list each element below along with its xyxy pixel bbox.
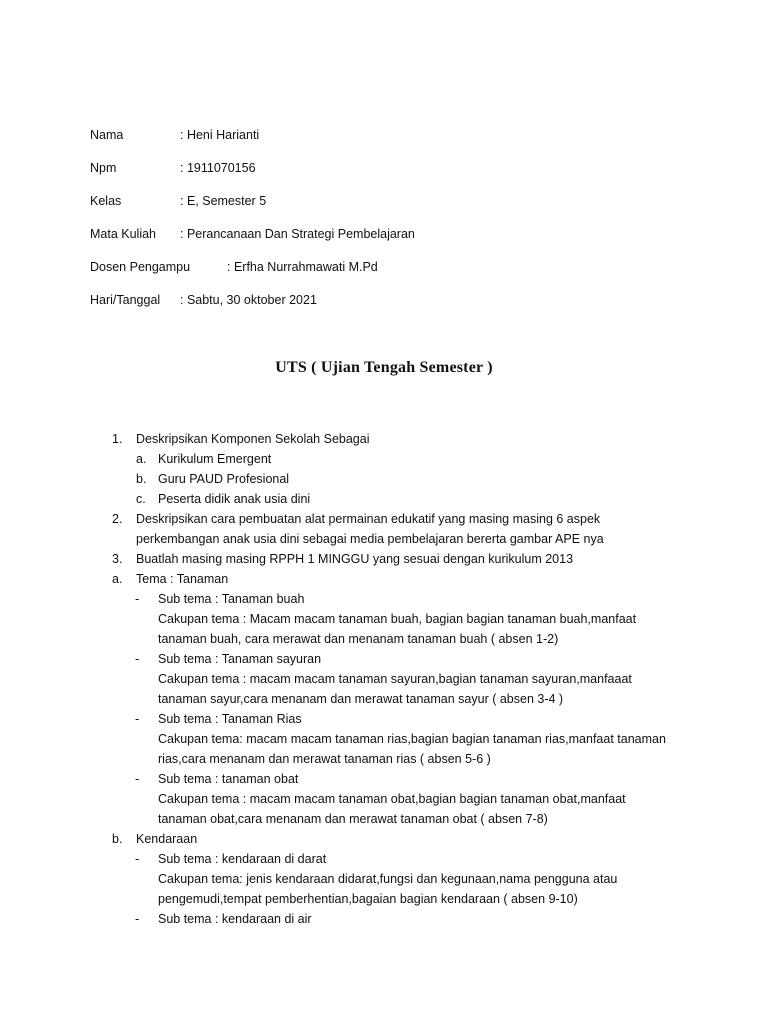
subtheme-scope-line: tanaman buah, cara merawat dan menanam tanaman buah ( absen 1-2): [158, 632, 559, 646]
subtheme-scope-line: Cakupan tema: jenis kendaraan didarat,fungsi dan kegunaan,nama pengguna atau: [158, 872, 618, 886]
subtheme-dash: -: [135, 772, 140, 786]
theme-title: Kendaraan: [136, 832, 198, 846]
document-title: UTS ( Ujian Tengah Semester ): [275, 359, 493, 376]
subtheme-dash: -: [135, 852, 140, 866]
subtheme-title: Sub tema : tanaman obat: [158, 772, 299, 786]
info-value: : E, Semester 5: [180, 194, 267, 208]
question-number: 3.: [112, 552, 123, 566]
info-label: Dosen Pengampu: [90, 260, 191, 274]
info-value: : Perancanaan Dan Strategi Pembelajaran: [180, 227, 415, 241]
sub-item-marker: b.: [136, 472, 147, 486]
subtheme-scope-line: Cakupan tema: macam macam tanaman rias,bagian bagian tanaman rias,manfaat tanaman: [158, 732, 666, 746]
info-value: : 1911070156: [180, 161, 256, 175]
subtheme-scope-line: Cakupan tema : Macam macam tanaman buah, bagian bagian tanaman buah,manfaat: [158, 612, 637, 626]
info-value: : Erfha Nurrahmawati M.Pd: [227, 260, 378, 274]
sub-item-text: Peserta didik anak usia dini: [158, 492, 311, 506]
subtheme-dash: -: [135, 912, 140, 926]
info-value: : Sabtu, 30 oktober 2021: [180, 293, 317, 307]
theme-title: Tema : Tanaman: [136, 572, 229, 586]
question-text: Deskripsikan Komponen Sekolah Sebagai: [136, 432, 370, 446]
info-label: Nama: [90, 128, 124, 142]
subtheme-dash: -: [135, 712, 140, 726]
subtheme-title: Sub tema : kendaraan di darat: [158, 852, 327, 866]
info-value: : Heni Harianti: [180, 128, 260, 142]
question-number: 2.: [112, 512, 123, 526]
subtheme-scope-line: tanaman obat,cara menanam dan merawat tanaman obat ( absen 7-8): [158, 812, 548, 826]
subtheme-scope-line: Cakupan tema : macam macam tanaman sayuran,bagian tanaman sayuran,manfaaat: [158, 672, 632, 686]
theme-marker: b.: [112, 832, 123, 846]
sub-item-text: Kurikulum Emergent: [158, 452, 272, 466]
info-label: Hari/Tanggal: [90, 293, 161, 307]
subtheme-scope-line: Cakupan tema : macam macam tanaman obat,bagian bagian tanaman obat,manfaat: [158, 792, 626, 806]
sub-item-marker: a.: [136, 452, 147, 466]
sub-item-marker: c.: [136, 492, 146, 506]
subtheme-title: Sub tema : Tanaman buah: [158, 592, 305, 606]
question-text-continued: perkembangan anak usia dini sebagai media pembelajaran bererta gambar APE nya: [136, 532, 604, 546]
question-text: Deskripsikan cara pembuatan alat permainan edukatif yang masing masing 6 aspek: [136, 512, 601, 526]
sub-item-text: Guru PAUD Profesional: [158, 472, 290, 486]
question-number: 1.: [112, 432, 123, 446]
question-text: Buatlah masing masing RPPH 1 MINGGU yang sesuai dengan kurikulum 2013: [136, 552, 574, 566]
info-label: Mata Kuliah: [90, 227, 157, 241]
info-label: Kelas: [90, 194, 122, 208]
theme-marker: a.: [112, 572, 123, 586]
subtheme-title: Sub tema : Tanaman sayuran: [158, 652, 322, 666]
subtheme-title: Sub tema : kendaraan di air: [158, 912, 312, 926]
subtheme-title: Sub tema : Tanaman Rias: [158, 712, 302, 726]
subtheme-scope-line: tanaman sayur,cara menanam dan merawat tanaman sayur ( absen 3-4 ): [158, 692, 564, 706]
subtheme-dash: -: [135, 592, 140, 606]
subtheme-scope-line: rias,cara menanam dan merawat tanaman rias ( absen 5-6 ): [158, 752, 491, 766]
subtheme-scope-line: pengemudi,tempat pemberhentian,bagaian bagian kendaraan ( absen 9-10): [158, 892, 578, 906]
subtheme-dash: -: [135, 652, 140, 666]
info-label: Npm: [90, 161, 117, 175]
